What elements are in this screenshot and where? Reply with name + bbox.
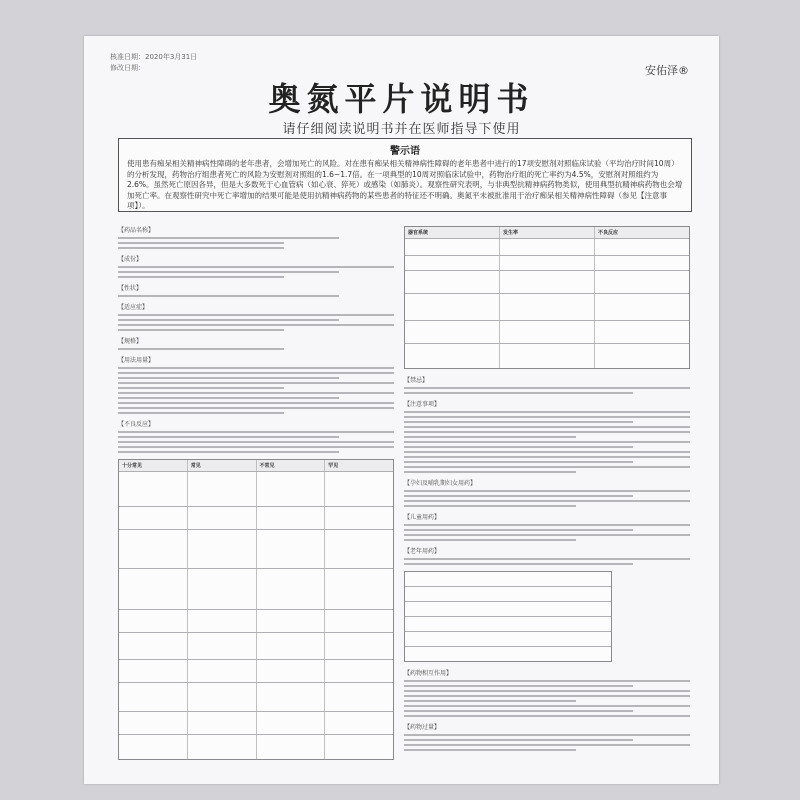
section-heading: 【不良反应】 bbox=[118, 421, 155, 428]
warning-box bbox=[118, 138, 692, 212]
approval-date: 核准日期：2020年3月31日 bbox=[110, 53, 198, 61]
date-block bbox=[110, 52, 197, 74]
table-header: 常见 bbox=[188, 460, 257, 471]
section-heading: 【注意事项】 bbox=[404, 401, 441, 408]
reaction-table bbox=[404, 226, 690, 369]
section-heading: 【规格】 bbox=[118, 338, 143, 345]
table-header-row bbox=[119, 460, 393, 472]
instruction-sheet bbox=[84, 36, 719, 784]
table-header: 发生率 bbox=[500, 227, 595, 238]
document-title: 奥氮平片说明书 bbox=[268, 80, 535, 118]
section-heading: 【老年用药】 bbox=[404, 548, 441, 555]
section-heading: 【禁忌】 bbox=[404, 377, 429, 384]
section-heading: 【药物过量】 bbox=[404, 724, 441, 731]
section-heading: 【药物相互作用】 bbox=[404, 670, 453, 677]
elderly-table bbox=[404, 571, 612, 662]
revision-date: 修改日期： bbox=[110, 64, 145, 72]
table-header: 十分常见 bbox=[119, 460, 188, 471]
brand-name: 安佑泽® bbox=[645, 64, 689, 77]
left-column bbox=[118, 220, 394, 766]
table-header: 器官系统 bbox=[405, 227, 500, 238]
section-heading: 【用法用量】 bbox=[118, 357, 155, 364]
section-heading: 【成份】 bbox=[118, 256, 143, 263]
table-header: 不良反应 bbox=[595, 227, 689, 238]
table-header-row bbox=[405, 227, 689, 239]
section-heading: 【适应症】 bbox=[118, 304, 149, 311]
section-heading: 【儿童用药】 bbox=[404, 514, 441, 521]
warning-text: 使用患有痴呆相关精神病性障碍的老年患者，会增加死亡的风险。对在患有痴呆相关精神病性障碍的老年患者中进行的17项安慰剂对照临床试验（平均治疗时间10周）的分析发现，药物治疗组患者死亡的风险为安慰剂对照组的1.6~1.7倍。在一项典型的10周对照临床试验中，药物治疗组的死亡率约为4.5%，安慰剂对照组约为2.6%。虽然死亡原因各异，但是大多数死于心血管病（如心衰、猝死）或感染（如肺炎）。观察性研究表明，与非典型抗精神病药物类似，使用典型抗精神病药物也会增加死亡率。在观察性研究中死亡率增加的结果可能是使用抗精神病药物的某些患者的特征还不明确。奥氮平未被批准用于治疗痴呆相关精神病性障碍（参见【注意事项】）。 bbox=[127, 159, 683, 210]
section-heading: 【药品名称】 bbox=[118, 227, 155, 234]
warning-heading: 警示语 bbox=[390, 146, 420, 157]
right-column bbox=[404, 220, 690, 754]
table-header: 罕见 bbox=[325, 460, 393, 471]
table-header: 不常见 bbox=[257, 460, 326, 471]
adverse-reaction-table bbox=[118, 459, 394, 760]
document-subtitle: 请仔细阅读说明书并在医师指导下使用 bbox=[282, 122, 521, 137]
section-heading: 【性状】 bbox=[118, 285, 143, 292]
section-heading: 【孕妇及哺乳期妇女用药】 bbox=[404, 480, 477, 487]
